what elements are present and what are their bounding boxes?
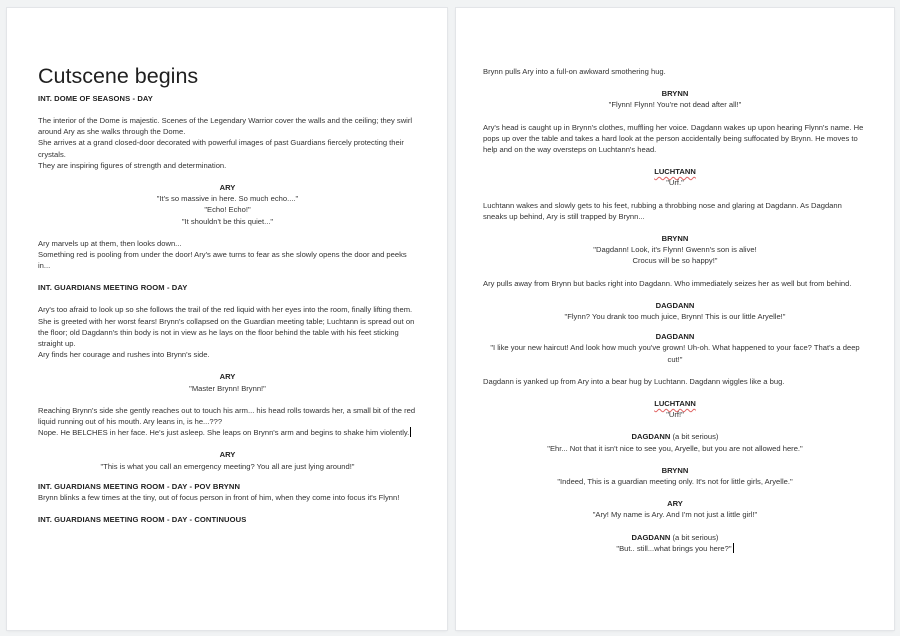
character-name: BRYNN <box>661 234 689 244</box>
scene-heading: INT. GUARDIANS MEETING ROOM - DAY - CONTINUOUS <box>38 515 247 525</box>
text-cursor <box>733 543 734 553</box>
page-title: Cutscene begins <box>38 64 199 88</box>
page-1-content[interactable] <box>38 64 417 525</box>
document-page-1[interactable] <box>7 8 447 630</box>
character-name: DAGDANN <box>631 432 671 442</box>
character-name: ARY <box>219 183 236 193</box>
character-name: ARY <box>667 499 683 509</box>
dialogue-block: ARY "Master Brynn! Brynn!" <box>38 371 417 393</box>
character-name: BRYNN <box>661 465 689 475</box>
dialogue-block: DAGDANN "Flynn? You drank too much juice, Brynn! This is our little Aryelle!" <box>483 300 867 322</box>
parenthetical: (a bit serious) <box>672 432 719 442</box>
dialogue-block: DAGDANN (a bit serious) "Ehr... Not that it isn't nice to see you, Aryelle, but you are not allowed here." <box>547 432 803 453</box>
action-block: Dagdann is yanked up from Ary into a bear hug by Luchtann. Dagdann wiggles like a bug. <box>483 376 785 386</box>
action-block: Ary's head is caught up in Brynn's clothes, muffling her voice. Dagdann wakes up upon hearing Flynn's name. He pops up over the table and takes a hard look at the person accidentally being suffocated by Brynn. He moves to help and on the way oversteps on Luchtann's head. <box>483 122 864 155</box>
action-block: Ary marvels up at them, then looks down... Something red is pooling from under the door! Ary's awe turns to fear as she slowly opens the door and peeks in... <box>38 238 407 271</box>
action-block: Brynn pulls Ary into a full-on awkward smothering hug. <box>483 67 666 76</box>
action-block: Reaching Brynn's side she gently reaches out to touch his arm... his head rolls towards her, a small bit of the red liquid running out of his mouth. Ary leans in, is he...??? Nope. He BELCHES in her face. He's just asleep. She leaps on Brynn's arm and begins to shake him violently. <box>38 405 416 438</box>
character-name: DAGDANN <box>631 532 671 542</box>
dialogue-block: ARY "This is what you call an emergency meeting? You all are just lying around!" <box>38 449 417 471</box>
dialogue-block: BRYNN "Indeed, This is a guardian meeting only. It's not for little girls, Aryelle." <box>483 465 867 487</box>
dialogue-block: ARY "Ary! My name is Ary. And I'm not just a little girl!" <box>483 498 867 520</box>
dialogue-block: LUCHTANN "Urf!" <box>483 398 867 420</box>
action-block: Brynn blinks a few times at the tiny, out of focus person in front of him, when they come into focus it's Flynn! <box>38 492 400 502</box>
parenthetical: (a bit serious) <box>672 532 719 542</box>
text-cursor <box>410 427 411 437</box>
page-2-content[interactable] <box>483 66 867 554</box>
character-name: BRYNN <box>661 89 689 99</box>
character-name <box>483 398 867 409</box>
dialogue-block: ARY "It's so massive in here. So much echo...." "Echo! Echo!" "It shouldn't be this quiet..." <box>38 182 417 227</box>
character-name: ARY <box>219 372 236 382</box>
dialogue-block: BRYNN "Dagdann! Look, it's Flynn! Gwenn's son is alive! Crocus will be so happy!" <box>483 233 867 267</box>
character-name <box>483 166 867 177</box>
character-name: ARY <box>219 450 236 460</box>
dialogue-block: DAGDANN (a bit serious) "But.. still...what brings you here?" <box>616 532 732 553</box>
action-block: Ary pulls away from Brynn but backs right into Dagdann. Who immediately seizes her as well but from behind. <box>483 278 852 288</box>
character-name: DAGDANN <box>655 300 695 310</box>
document-page-2[interactable] <box>456 8 894 630</box>
dialogue-block: LUCHTANN "Urf." <box>483 166 867 188</box>
scene-heading: INT. GUARDIANS MEETING ROOM - DAY - POV BRYNN <box>38 481 241 491</box>
scene-heading: INT. GUARDIANS MEETING ROOM - DAY <box>38 283 188 293</box>
action-block: Luchtann wakes and slowly gets to his feet, rubbing a throbbing nose and glaring at Dagdann. As Dagdann sneaks up behind, Ary is still trapped by Brynn... <box>483 200 842 221</box>
action-block: The interior of the Dome is majestic. Scenes of the Legendary Warrior cover the walls and the ceiling; they swirl around Ary as she walks through the Dome. She arrives at a grand closed-door decorated with powerful images of past Guardians fiercely protecting their crystals. They are inspiring figures of strength and determination. <box>38 116 413 170</box>
character-name: DAGDANN <box>655 332 695 342</box>
scene-heading: INT. DOME OF SEASONS - DAY <box>38 94 153 103</box>
dialogue-block: DAGDANN "I like your new haircut! And look how much you've grown! Uh-oh. What happened to your face? That's a deep cut!" <box>483 331 867 365</box>
spellcheck-flagged-word[interactable]: LUCHTANN <box>654 399 696 409</box>
action-block: Ary's too afraid to look up so she follows the trail of the red liquid with her eyes into the room, finally lifting them. She is greeted with her worst fears! Brynn's collapsed on the Guardian meeting table; Luchtann is spread out on the floor; old Dagdann's thin body is not in view as he lays on the floor behind the table with his feet sticking straight up. Ary finds her courage and rushes into Brynn's side. <box>38 305 415 360</box>
spellcheck-flagged-word[interactable]: LUCHTANN <box>654 167 696 177</box>
dialogue-block: BRYNN "Flynn! Flynn! You're not dead after all!" <box>483 88 867 110</box>
